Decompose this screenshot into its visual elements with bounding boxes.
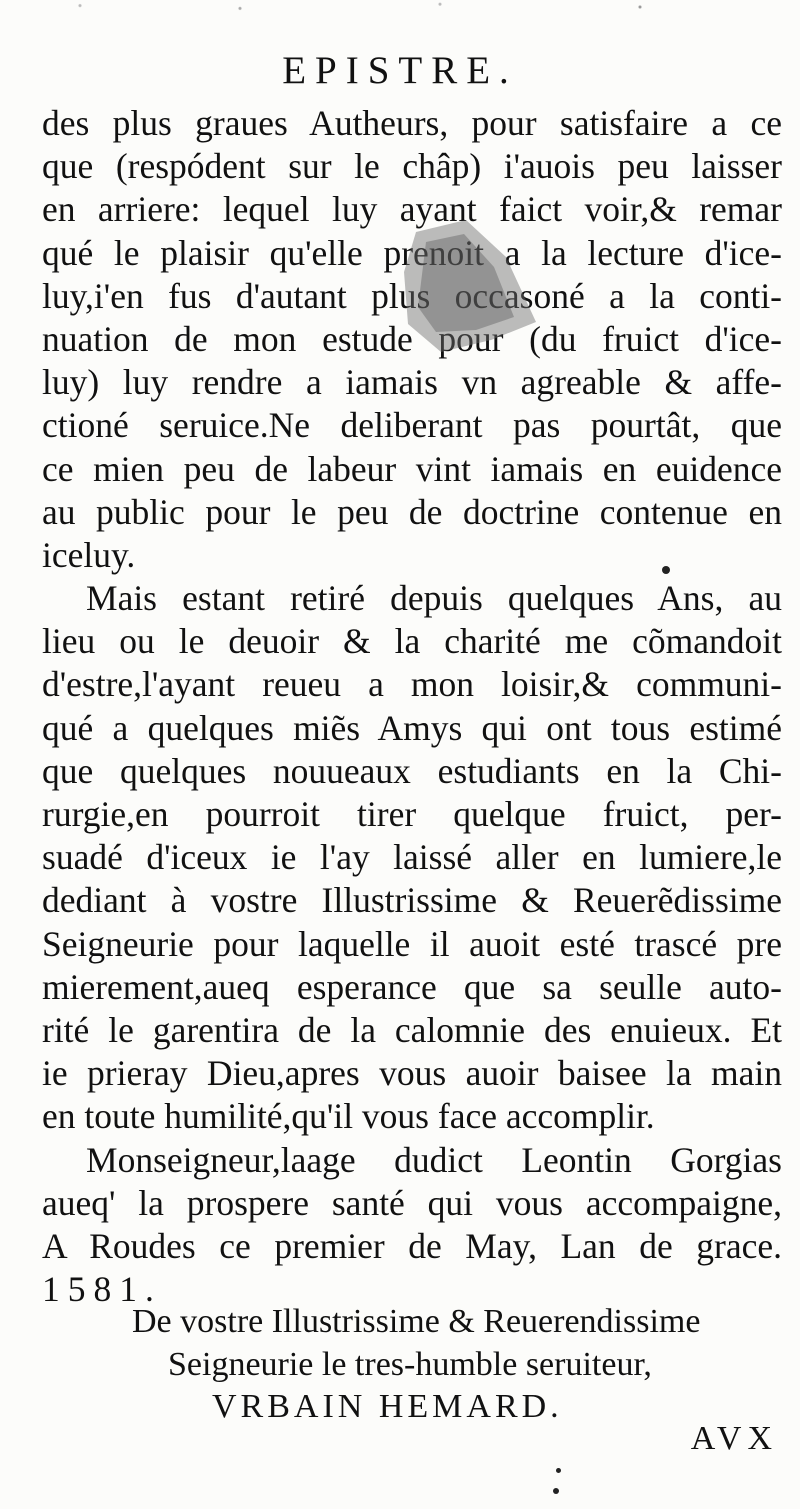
text-line: A Roudes ce premier de May, Lan de grace. [42, 1225, 782, 1266]
text-line: au public pour le peu de doctrine contenue en [42, 491, 782, 532]
text-line: d'estre,l'ayant reueu a mon loisir,& communi- [42, 664, 782, 705]
text-line: mierement,aueq esperance que sa seulle auto- [42, 966, 782, 1007]
text-line: iceluy. [42, 534, 136, 575]
date-year: 1581. [42, 1269, 162, 1310]
text-line: Seigneurie pour laquelle il auoit esté trascé pre [42, 923, 782, 964]
paragraph-first-line: Mais estant retiré depuis quelques Ans, au [86, 578, 782, 619]
text-line: rurgie,en pourroit tirer quelque fruict, per- [42, 794, 782, 834]
signature-line: Seigneurie le tres-humble seruiteur, [168, 1345, 652, 1383]
text-line: ctioné seruice.Ne deliberant pas pourtât, que [42, 405, 782, 446]
text-line: suadé d'iceux ie l'ay laissé aller en lumiere,le [42, 837, 782, 878]
text-line: que (respódent sur le châp) i'auois peu laisser [42, 146, 782, 187]
text-line: rité le garentira de la calomnie des enuieux. Et [42, 1009, 782, 1050]
text-line: luy) luy rendre a iamais vn agreable & affe- [42, 362, 782, 403]
text-line: qué le plaisir qu'elle prenoit a la lecture d'ice- [42, 232, 782, 273]
text-line: ce mien peu de labeur vint iamais en euidence [42, 448, 782, 489]
page-title: EPISTRE. [282, 49, 518, 92]
signature-name: VRBAIN HEMARD. [212, 1388, 563, 1425]
text-line: nuation de mon estude pour (du fruict d'ice- [42, 318, 782, 359]
scan-edge-noise [0, 0, 800, 14]
text-line: ie prieray Dieu,apres vous auoir baisee la main [42, 1053, 782, 1094]
text-line: des plus graues Autheurs, pour satisfaire a ce [42, 103, 782, 143]
signature-block [0, 1301, 800, 1429]
paper-damage-blot [396, 212, 546, 362]
text-line: luy,i'en fus d'autant plus occasoné a la conti- [42, 275, 782, 316]
catchword: AVX [690, 1420, 778, 1457]
text-line: que quelques nouueaux estudiants en la Chi- [42, 750, 782, 791]
text-line: lieu ou le deuoir & la charité me cõmandoit [42, 621, 782, 662]
paragraph-first-line: Monseigneur,laage dudict Leontin Gorgias [86, 1139, 782, 1180]
text-line: dediant à vostre Illustrissime & Reuerẽdissime [42, 880, 782, 921]
text-line: aueq' la prospere santé qui vous accompaigne, [42, 1182, 782, 1223]
ink-speck [553, 1488, 559, 1494]
text-line: qué a quelques miẽs Amys qui ont tous estimé [42, 707, 782, 748]
text-line: en arriere: lequel luy ayant faict voir,& remar [42, 189, 782, 230]
text-line: en toute humilité,qu'il vous face accomplir. [42, 1096, 655, 1137]
signature-line: De vostre Illustrissime & Reuerendissime [132, 1303, 701, 1340]
ink-speck [556, 1468, 561, 1473]
ink-speck [662, 566, 670, 574]
